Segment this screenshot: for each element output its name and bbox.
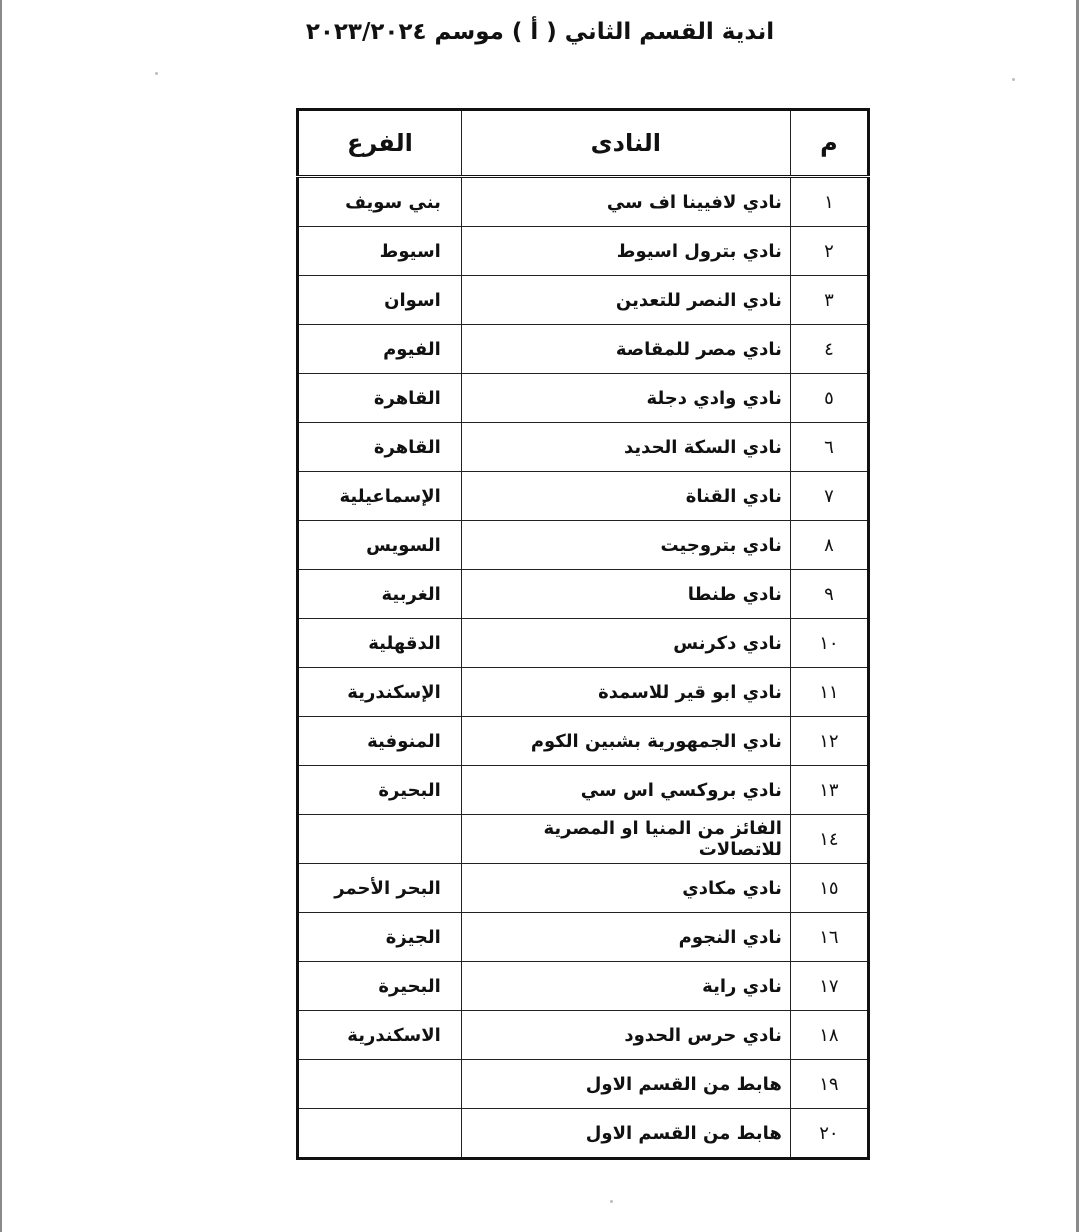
branch-name: اسيوط: [298, 227, 462, 276]
club-name: نادي النصر للتعدين: [461, 276, 790, 325]
row-number: ١: [790, 177, 868, 227]
club-name: نادي بروكسي اس سي: [461, 766, 790, 815]
clubs-table: [296, 108, 870, 1160]
club-name: نادي لافيينا اف سي: [461, 177, 790, 227]
club-name: نادي طنطا: [461, 570, 790, 619]
club-name: نادي وادي دجلة: [461, 374, 790, 423]
table-row: [298, 766, 869, 815]
branch-name: اسوان: [298, 276, 462, 325]
table-row: [298, 570, 869, 619]
header-branch: الفرع: [298, 110, 462, 177]
club-name: نادي حرس الحدود: [461, 1011, 790, 1060]
table-row: [298, 1109, 869, 1159]
row-number: ٦: [790, 423, 868, 472]
table-header-row: [298, 110, 869, 177]
branch-name: الغربية: [298, 570, 462, 619]
club-name: نادي السكة الحديد: [461, 423, 790, 472]
row-number: ٣: [790, 276, 868, 325]
table-row: [298, 1011, 869, 1060]
clubs-table-body: [298, 177, 869, 1159]
branch-name: [298, 1109, 462, 1159]
club-name: نادي مصر للمقاصة: [461, 325, 790, 374]
table-row: [298, 276, 869, 325]
club-name: نادي ابو قير للاسمدة: [461, 668, 790, 717]
club-name: نادي النجوم: [461, 913, 790, 962]
club-name: هابط من القسم الاول: [461, 1109, 790, 1159]
club-name: نادي مكادي: [461, 864, 790, 913]
row-number: ١٥: [790, 864, 868, 913]
club-name: الفائز من المنيا او المصرية للاتصالات: [461, 815, 790, 864]
table-row: [298, 472, 869, 521]
branch-name: القاهرة: [298, 374, 462, 423]
table-row: [298, 815, 869, 864]
scan-speck: [155, 72, 158, 75]
page-title: اندية القسم الثاني ( أ ) موسم ٢٠٢٣/٢٠٢٤: [305, 19, 775, 45]
branch-name: البحر الأحمر: [298, 864, 462, 913]
club-name: هابط من القسم الاول: [461, 1060, 790, 1109]
table-row: [298, 177, 869, 227]
header-club: النادى: [461, 110, 790, 177]
row-number: ١٤: [790, 815, 868, 864]
table-row: [298, 864, 869, 913]
table-row: [298, 1060, 869, 1109]
branch-name: بني سويف: [298, 177, 462, 227]
table-row: [298, 717, 869, 766]
header-num: م: [790, 110, 868, 177]
row-number: ٥: [790, 374, 868, 423]
row-number: ١٢: [790, 717, 868, 766]
row-number: ١٦: [790, 913, 868, 962]
club-name: نادي القناة: [461, 472, 790, 521]
table-row: [298, 521, 869, 570]
branch-name: [298, 815, 462, 864]
row-number: ٧: [790, 472, 868, 521]
club-name: نادي راية: [461, 962, 790, 1011]
branch-name: القاهرة: [298, 423, 462, 472]
table-row: [298, 668, 869, 717]
table-row: [298, 962, 869, 1011]
row-number: ٩: [790, 570, 868, 619]
club-name: نادي دكرنس: [461, 619, 790, 668]
branch-name: السويس: [298, 521, 462, 570]
row-number: ١١: [790, 668, 868, 717]
row-number: ١٩: [790, 1060, 868, 1109]
row-number: ٢٠: [790, 1109, 868, 1159]
row-number: ١٠: [790, 619, 868, 668]
branch-name: الجيزة: [298, 913, 462, 962]
row-number: ٤: [790, 325, 868, 374]
branch-name: الإسماعيلية: [298, 472, 462, 521]
club-name: نادي بتروجيت: [461, 521, 790, 570]
club-name: نادي بترول اسيوط: [461, 227, 790, 276]
branch-name: البحيرة: [298, 962, 462, 1011]
table-row: [298, 325, 869, 374]
club-name: نادي الجمهورية بشبين الكوم: [461, 717, 790, 766]
scan-speck: [1012, 78, 1015, 81]
table-row: [298, 619, 869, 668]
branch-name: الإسكندرية: [298, 668, 462, 717]
branch-name: البحيرة: [298, 766, 462, 815]
branch-name: الاسكندرية: [298, 1011, 462, 1060]
table-row: [298, 913, 869, 962]
table-row: [298, 423, 869, 472]
branch-name: المنوفية: [298, 717, 462, 766]
branch-name: الدقهلية: [298, 619, 462, 668]
row-number: ٨: [790, 521, 868, 570]
row-number: ٢: [790, 227, 868, 276]
row-number: ١٣: [790, 766, 868, 815]
row-number: ١٨: [790, 1011, 868, 1060]
row-number: ١٧: [790, 962, 868, 1011]
scan-speck: [610, 1200, 613, 1203]
table-row: [298, 374, 869, 423]
table-row: [298, 227, 869, 276]
branch-name: الفيوم: [298, 325, 462, 374]
branch-name: [298, 1060, 462, 1109]
